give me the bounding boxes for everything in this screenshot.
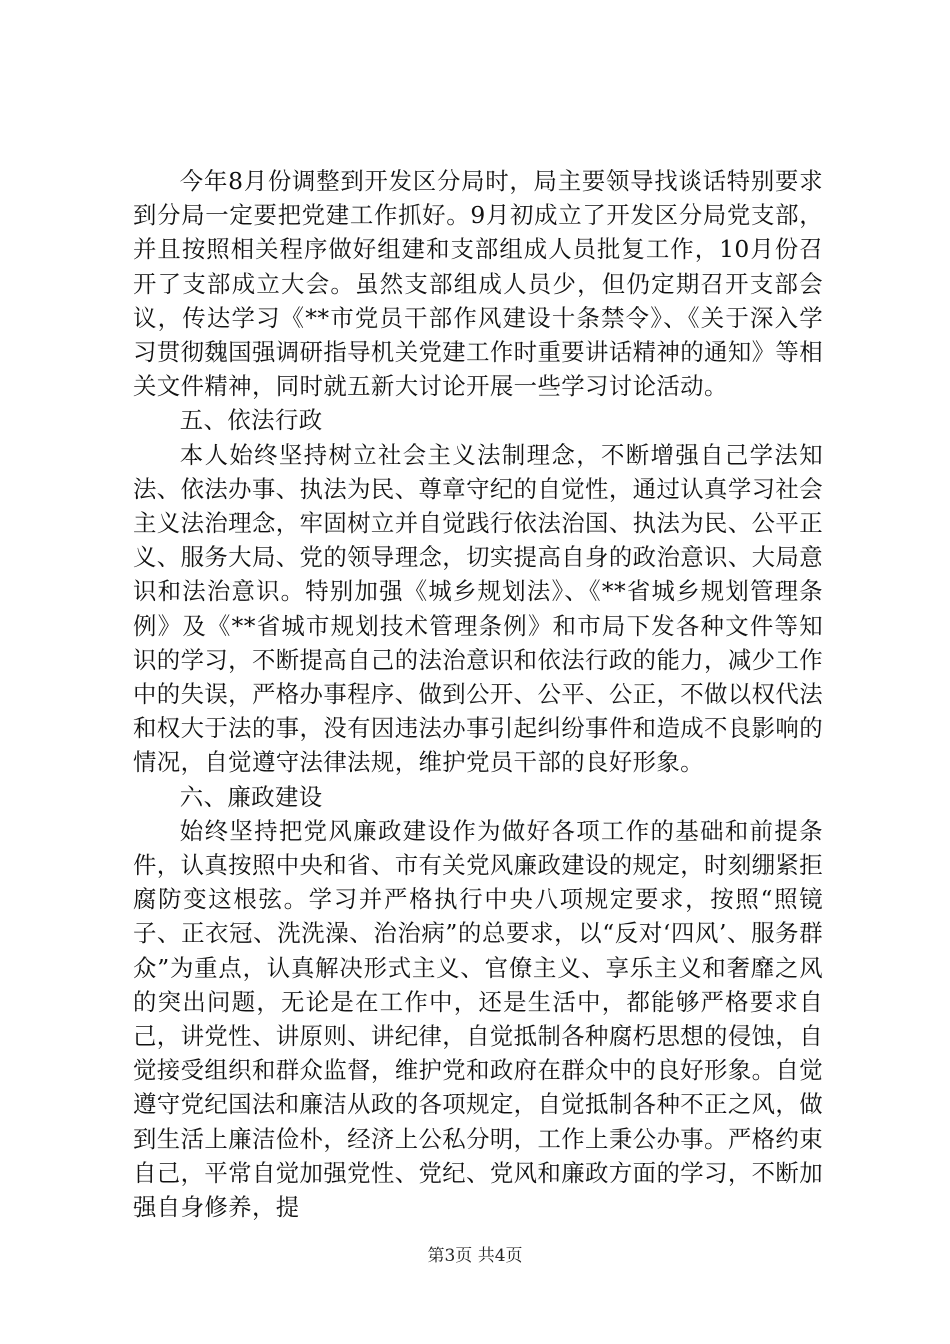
body-paragraph: 今年8月份调整到开发区分局时，局主要领导找谈话特别要求到分局一定要把党建工作抓好。9月初成立了开发区分局党支部，并且按照相关程序做好组建和支部组成人员批复工作，10月份召开了支部成立大会。虽然支部组成人员少，但仍定期召开支部会议，传达学习《**市党员干部作风建设十条禁令》、《关于深入学习贯彻魏国强调研指导机关党建工作时重要讲话精神的通知》等相关文件精神，同时就五新大讨论开展一些学习讨论活动。 <box>133 167 823 401</box>
document-body <box>133 164 823 1224</box>
section-heading: 五、依法行政 <box>179 406 323 435</box>
section-heading: 六、廉政建设 <box>179 782 323 811</box>
body-paragraph: 始终坚持把党风廉政建设作为做好各项工作的基础和前提条件，认真按照中央和省、市有关党风廉政建设的规定，时刻绷紧拒腐防变这根弦。学习并严格执行中央八项规定要求，按照“照镜子、正衣冠、洗洗澡、治治病”的总要求，以“反对‘四风’、服务群众”为重点，认真解决形式主义、官僚主义、享乐主义和奢靡之风的突出问题，无论是在工作中，还是生活中，都能够严格要求自己，讲党性、讲原则、讲纪律，自觉抵制各种腐朽思想的侵蚀，自觉接受组织和群众监督，维护党和政府在群众中的良好形象。自觉遵守党纪国法和廉洁从政的各项规定，自觉抵制各种不正之风，做到生活上廉洁俭朴，经济上公私分明，工作上秉公办事。严格约束自己，平常自觉加强党性、党纪、党风和廉政方面的学习，不断加强自身修养，提 <box>133 816 823 1222</box>
body-paragraph: 本人始终坚持树立社会主义法制理念，不断增强自己学法知法、依法办事、执法为民、尊章守纪的自觉性，通过认真学习社会主义法治理念，牢固树立并自觉践行依法治国、执法为民、公平正义、服务大局、党的领导理念，切实提高自身的政治意识、大局意识和法治意识。特别加强《城乡规划法》、《**省城乡规划管理条例》及《**省城市规划技术管理条例》和市局下发各种文件等知识的学习，不断提高自己的法治意识和依法行政的能力，减少工作中的失误，严格办事程序、做到公开、公平、公正，不做以权代法和权大于法的事，没有因违法办事引起纠纷事件和造成不良影响的情况，自觉遵守法律法规，维护党员干部的良好形象。 <box>133 440 823 777</box>
page-number-footer: 第3页 共4页 <box>427 1246 523 1266</box>
